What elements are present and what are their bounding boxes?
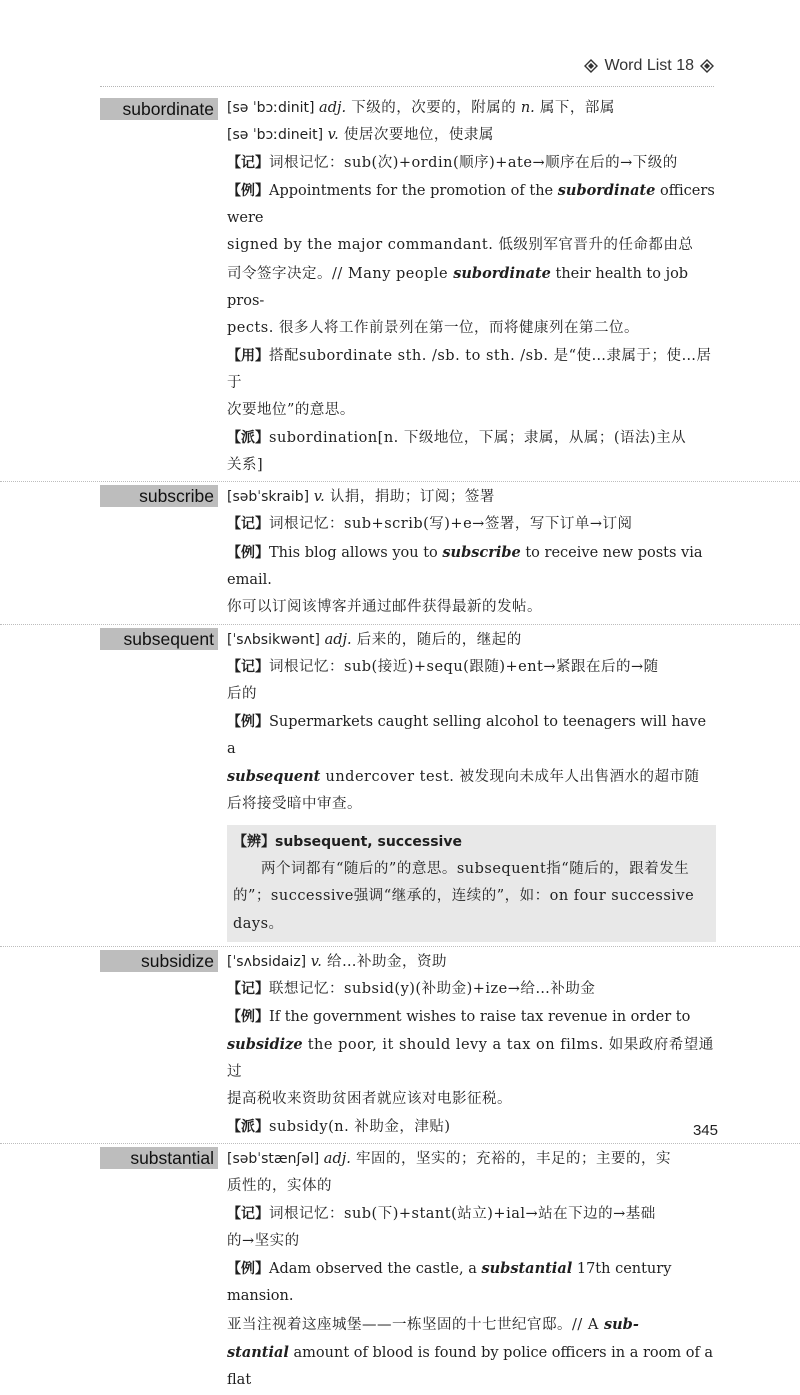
part-of-speech: v. xyxy=(309,489,325,506)
diamond-icon xyxy=(700,59,714,73)
memory-text: 词根记忆：sub(次)+ordin(顺序)+ate→顺序在后的→下级的 xyxy=(269,154,678,171)
section-tag: 【例】 xyxy=(227,1261,269,1278)
example-line xyxy=(227,1031,716,1087)
pronunciation-line xyxy=(227,949,716,976)
highlighted-word: sub- xyxy=(603,1315,639,1333)
memory-line xyxy=(227,511,716,538)
memory-text: 词根记忆：sub+scrib(写)+e→签署，写下订单→订阅 xyxy=(269,516,633,533)
example-line: 你可以订阅该博客并通过邮件获得最新的发帖。 xyxy=(227,599,542,616)
example-text: If the government wishes to raise tax revenue in order to xyxy=(269,1008,691,1025)
example-line xyxy=(227,1339,716,1395)
definition: 牢固的，坚实的；充裕的，丰足的；主要的，实 xyxy=(350,1150,671,1167)
memory-line xyxy=(227,654,716,681)
entry-subsequent xyxy=(0,624,800,942)
example-line xyxy=(227,177,716,233)
pronunciation-line xyxy=(227,1146,716,1173)
definition: 下级的，次要的，附属的 xyxy=(346,100,517,116)
definition: 给…补助金，资助 xyxy=(321,953,447,970)
example-text: officers were xyxy=(227,182,715,227)
example-text: This blog allows you to xyxy=(269,544,443,561)
highlighted-word: stantial xyxy=(227,1344,289,1362)
example-line xyxy=(227,1311,716,1339)
memory-line: 的→坚实的 xyxy=(227,1232,300,1249)
derivative-line xyxy=(227,425,716,452)
section-tag: 【例】 xyxy=(227,182,269,199)
usage-line: 次要地位”的意思。 xyxy=(227,402,355,419)
ipa: [sə ˈbɔːdinit] xyxy=(227,100,315,116)
example-line: 后将接受暗中审查。 xyxy=(227,796,362,813)
example-line: signed by the major commandant. 低级别军官晋升的任命都由总 xyxy=(227,237,694,254)
headword: subsidize xyxy=(100,950,218,972)
headword: substantial xyxy=(100,1147,218,1169)
example-text: Adam observed the castle, a xyxy=(269,1261,482,1278)
example-line xyxy=(227,1004,716,1031)
diamond-icon xyxy=(584,59,598,73)
example-line xyxy=(227,763,716,791)
word-list-title: Word List 18 xyxy=(604,57,694,74)
example-line xyxy=(227,539,716,595)
highlighted-word: subsidize xyxy=(227,1035,303,1053)
header-divider xyxy=(100,86,714,87)
highlighted-word: subscribe xyxy=(442,543,521,561)
section-tag: 【用】 xyxy=(227,347,269,364)
example-line xyxy=(227,709,716,764)
memory-line xyxy=(227,1201,716,1228)
headword: subordinate xyxy=(100,98,218,120)
derivative-text: subordination[n. 下级地位，下属；隶属，从属；(语法)主从 xyxy=(269,429,687,446)
memory-line xyxy=(227,976,716,1003)
headword: subscribe xyxy=(100,485,218,507)
ipa: [səbˈskraib] xyxy=(227,489,310,506)
usage-text: 搭配subordinate sth. /sb. to sth. /sb. 是“使…隶属于；使…居于 xyxy=(227,347,712,391)
part-of-speech: v. xyxy=(306,953,322,970)
derivative-line: 关系] xyxy=(227,456,264,473)
definition: 后来的，随后的，继起的 xyxy=(351,631,522,648)
example-text: undercover test. 被发现向未成年人出售酒水的超市随 xyxy=(320,769,700,786)
highlighted-word: substantial xyxy=(481,1260,573,1278)
part-of-speech: adj. xyxy=(319,631,352,648)
example-line xyxy=(227,1255,716,1311)
memory-text: 词根记忆：sub(下)+stant(站立)+ial→站在下边的→基础 xyxy=(269,1205,656,1222)
example-line: 提高税收来资助贫困者就应该对电影征税。 xyxy=(227,1091,512,1108)
memory-line xyxy=(227,150,716,177)
ipa: [ˈsʌbsikwənt] xyxy=(227,631,320,648)
section-tag: 【例】 xyxy=(227,1008,269,1025)
example-text: 17th century mansion. xyxy=(227,1261,672,1305)
example-text: Appointments for the promotion of the xyxy=(269,182,558,199)
example-line xyxy=(227,260,716,316)
example-text: 司令签字决定。// Many people xyxy=(227,265,454,282)
distinction-text-1: 两个词都有“随后的”的意思。subsequent指“随后的，跟着发生 xyxy=(261,861,690,878)
ipa: [ˈsʌbsidaiz] xyxy=(227,953,307,970)
definition: 认捐，捐助；订阅；签署 xyxy=(324,489,495,506)
section-tag: 【派】 xyxy=(227,1118,269,1135)
example-text: amount of blood is found by police officers in a room of a flat xyxy=(227,1345,714,1389)
definition: 属下，部属 xyxy=(534,100,615,116)
part-of-speech: adj. xyxy=(314,100,347,116)
section-tag: 【记】 xyxy=(227,658,269,675)
section-tag: 【记】 xyxy=(227,154,269,171)
entry-subsidize xyxy=(0,946,800,1141)
definition: 使居次要地位，使隶属 xyxy=(338,127,494,144)
headword: subsequent xyxy=(100,628,218,650)
example-text: the poor, it should levy a tax on films. 如果政府希望通过 xyxy=(227,1036,714,1081)
pronunciation-line xyxy=(227,484,716,511)
entry-substantial xyxy=(0,1143,800,1395)
example-text: to receive new posts via email. xyxy=(227,544,703,589)
section-tag: 【记】 xyxy=(227,516,269,533)
pronunciation-line xyxy=(227,627,716,654)
derivative-line xyxy=(227,1114,716,1141)
highlighted-word: subordinate xyxy=(557,181,656,199)
page-number: 345 xyxy=(692,1122,718,1139)
section-tag: 【例】 xyxy=(227,544,269,561)
distinction-words: subsequent, successive xyxy=(275,833,462,850)
usage-line xyxy=(227,343,716,398)
example-text: their health to job pros- xyxy=(227,265,689,310)
memory-line: 后的 xyxy=(227,686,257,703)
ipa: [səbˈstænʃəl] xyxy=(227,1150,320,1167)
section-tag: 【例】 xyxy=(227,713,269,730)
section-tag: 【辨】 xyxy=(233,833,275,850)
part-of-speech: n. xyxy=(516,100,535,116)
example-text: 亚当注视着这座城堡——一栋坚固的十七世纪官邸。// A xyxy=(227,1316,604,1333)
part-of-speech: adj. xyxy=(319,1150,351,1167)
distinction-text-2: 的”；successive强调“继承的，连续的”，如：on four successive days。 xyxy=(233,888,695,932)
part-of-speech: v. xyxy=(323,127,339,144)
section-tag: 【记】 xyxy=(227,1205,269,1222)
example-line: pects. 很多人将工作前景列在第一位，而将健康列在第二位。 xyxy=(227,320,639,337)
section-tag: 【记】 xyxy=(227,981,269,998)
memory-text: 词根记忆：sub(接近)+sequ(跟随)+ent→紧跟在后的→随 xyxy=(269,658,659,675)
ipa: [sə ˈbɔːdineit] xyxy=(227,127,324,144)
distinction-text xyxy=(233,856,710,883)
distinction-title xyxy=(233,829,710,856)
running-header xyxy=(584,57,714,75)
section-tag: 【派】 xyxy=(227,429,269,446)
highlighted-word: subsequent xyxy=(227,768,321,786)
entry-subscribe xyxy=(0,481,800,621)
distinction-box xyxy=(227,825,716,942)
pronunciation-line xyxy=(227,95,716,122)
definition-line: 质性的，实体的 xyxy=(227,1178,332,1195)
entry-subordinate xyxy=(0,95,800,479)
derivative-text: subsidy(n. 补助金，津贴) xyxy=(269,1118,451,1135)
memory-text: 联想记忆：subsid(y)(补助金)+ize→给…补助金 xyxy=(269,981,596,998)
highlighted-word: subordinate xyxy=(453,264,551,282)
pronunciation-line xyxy=(227,122,716,149)
example-text: Supermarkets caught selling alcohol to teenagers will have a xyxy=(227,713,707,757)
entry-list xyxy=(0,95,800,1395)
